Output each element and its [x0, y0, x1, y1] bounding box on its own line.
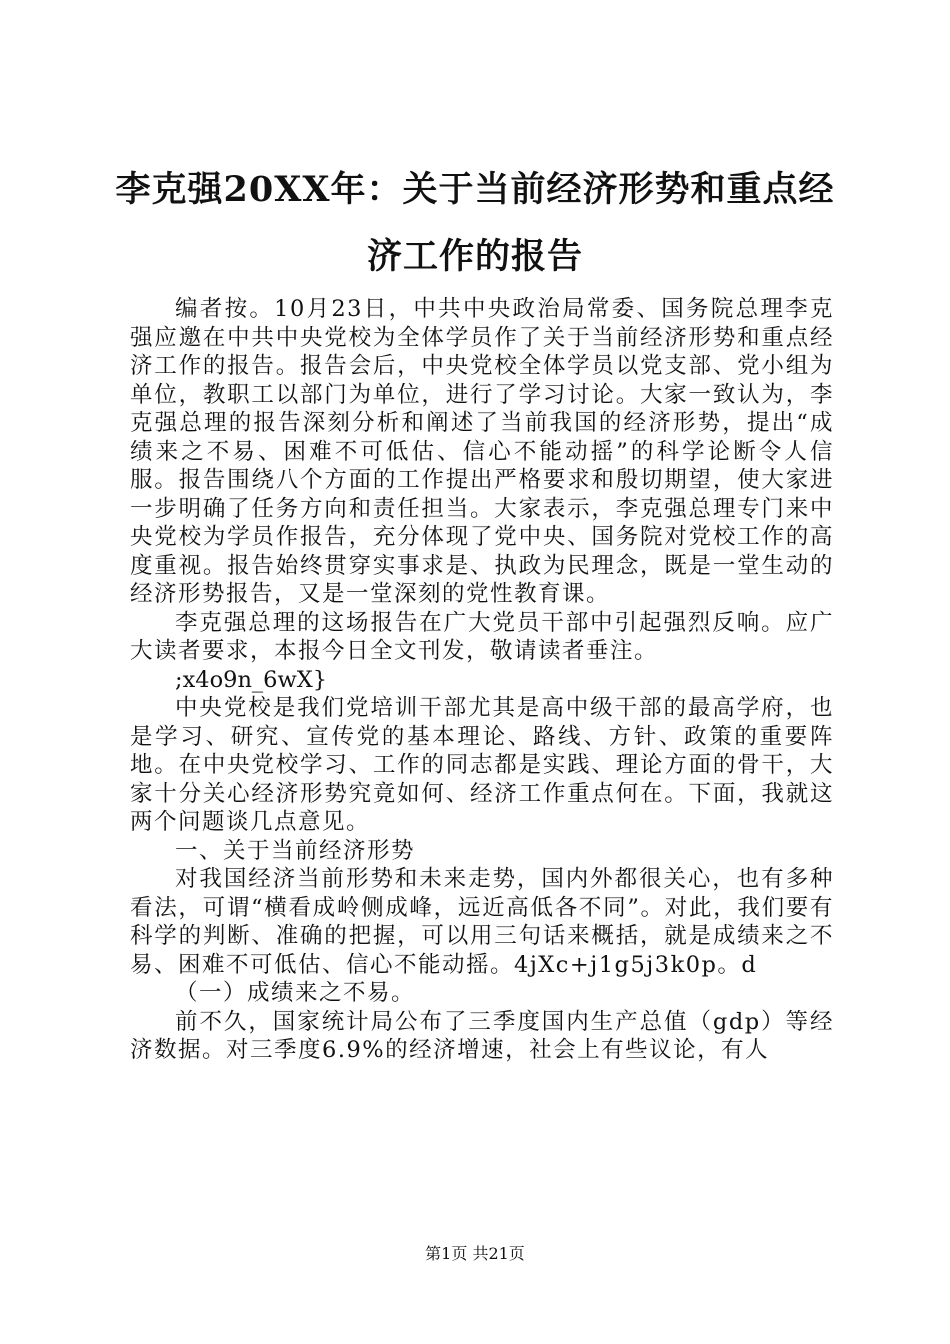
garbled-text-line: ;x4o9n_6wX} — [175, 666, 328, 693]
situation-paragraph: 对我国经济当前形势和未来走势，国内外都很关心，也有多种看法，可谓“横看成岭侧成峰，远近高低各不同”。对此，我们要有科学的判断、准确的把握，可以用三句话来概括，就是成绩来之不易、困难不可低估、信心不能动摇。4jXc+j1g5j3k0p。d — [130, 866, 834, 978]
subsection-heading: （一）成绩来之不易。 — [175, 980, 416, 1006]
document-title: 李克强20XX年：关于当前经济形势和重点经济工作的报告 — [115, 169, 835, 277]
intro-paragraph: 中央党校是我们党培训干部尤其是高中级干部的最高学府，也是学习、研究、宣传党的基本理论、路线、方针、政策的重要阵地。在中央党校学习、工作的同志都是实践、理论方面的骨干，大家十分关心经济形势究竟如何、经济工作重点何在。下面，我就这两个问题谈几点意见。 — [130, 695, 834, 835]
editor-note-paragraph: 编者按。10月23日，中共中央政治局常委、国务院总理李克强应邀在中共中央党校为全体学员作了关于当前经济形势和重点经济工作的报告。报告会后，中央党校全体学员以党支部、党小组为单位，教职工以部门为单位，进行了学习讨论。大家一致认为，李克强总理的报告深刻分析和阐述了当前我国的经济形势，提出“成绩来之不易、困难不可低估、信心不能动摇”的科学论断令人信服。报告围绕八个方面的工作提出严格要求和殷切期望，使大家进一步明确了任务方向和责任担当。大家表示，李克强总理专门来中央党校为学员作报告，充分体现了党中央、国务院对党校工作的高度重视。报告始终贯穿实事求是、执政为民理念，既是一堂生动的经济形势报告，又是一堂深刻的党性教育课。 — [130, 296, 834, 607]
section-heading: 一、关于当前经济形势 — [175, 837, 416, 864]
gdp-paragraph: 前不久，国家统计局公布了三季度国内生产总值（gdp）等经济数据。对三季度6.9%的经济增速，社会上有些议论，有人 — [130, 1008, 834, 1063]
page-number-footer: 第1页 共21页 — [425, 1244, 525, 1263]
document-body — [130, 295, 834, 1065]
reader-request-paragraph: 李克强总理的这场报告在广大党员干部中引起强烈反响。应广大读者要求，本报今日全文刊发，敬请读者垂注。 — [130, 609, 834, 664]
